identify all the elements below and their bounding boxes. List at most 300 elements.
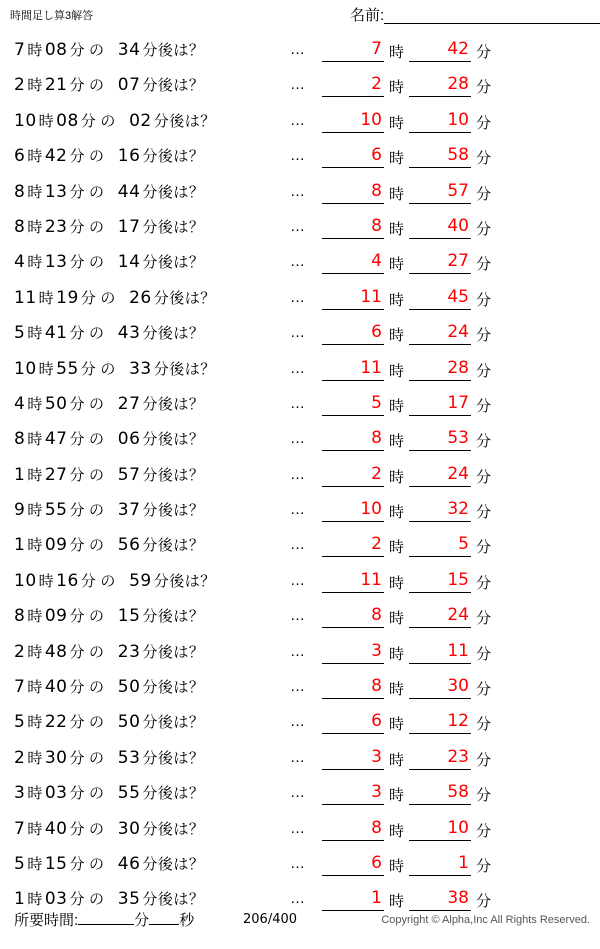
answer-minute-blank[interactable] bbox=[409, 817, 471, 841]
answer-hour-value: 3 bbox=[371, 782, 382, 803]
question-added-minutes: 50 bbox=[117, 677, 141, 698]
answer-hour-blank[interactable] bbox=[322, 640, 384, 664]
problem-row bbox=[0, 850, 600, 885]
problem-row bbox=[0, 107, 600, 142]
page-footer bbox=[0, 901, 600, 949]
answer-minute-unit-label: 分 bbox=[476, 79, 492, 97]
ellipsis-separator: … bbox=[290, 41, 305, 58]
answer-hour-blank[interactable] bbox=[322, 180, 384, 204]
answer-minute-unit-label: 分 bbox=[476, 433, 492, 451]
question-hour: 1 bbox=[14, 535, 26, 556]
answer-hour-value: 6 bbox=[371, 711, 382, 732]
question-hour: 2 bbox=[14, 641, 26, 662]
time-required-label: 所要時間: bbox=[14, 912, 79, 929]
answer-minute-value: 40 bbox=[447, 215, 469, 236]
hour-unit-label: 時 bbox=[27, 643, 43, 661]
answer-hour-blank[interactable] bbox=[322, 250, 384, 274]
question-added-minutes: 33 bbox=[129, 358, 152, 379]
question-minute: 48 bbox=[44, 641, 68, 662]
minute-unit-label: 分 bbox=[69, 749, 85, 767]
answer-minute-blank[interactable] bbox=[409, 215, 471, 239]
answer-hour-value: 2 bbox=[371, 463, 382, 484]
question-added-minutes: 57 bbox=[117, 464, 141, 485]
after-label: 分後は？ bbox=[153, 289, 216, 307]
answer-minute-unit-label: 分 bbox=[476, 44, 492, 61]
name-input-line[interactable] bbox=[384, 6, 600, 24]
of-label: の bbox=[89, 431, 105, 449]
question-added-minutes: 06 bbox=[117, 429, 141, 450]
of-label: の bbox=[100, 360, 116, 378]
question-hour: 8 bbox=[14, 606, 26, 627]
answer-hour-unit-label: 時 bbox=[389, 610, 405, 628]
answer-minute-value: 10 bbox=[447, 109, 469, 130]
answer-hour-unit-label: 時 bbox=[389, 362, 405, 380]
problem-row bbox=[0, 142, 600, 177]
hour-unit-label: 時 bbox=[27, 785, 43, 803]
answer-hour-blank[interactable] bbox=[322, 746, 384, 770]
hour-unit-label: 時 bbox=[38, 112, 55, 130]
problem-row bbox=[0, 602, 600, 637]
answer-minute-value: 53 bbox=[447, 428, 469, 449]
question-added-minutes: 56 bbox=[117, 535, 141, 556]
answer-hour-value: 3 bbox=[371, 746, 382, 767]
answer-minute-blank[interactable] bbox=[409, 710, 471, 734]
question-hour: 5 bbox=[14, 853, 26, 874]
hour-unit-label: 時 bbox=[27, 749, 43, 767]
question-minute: 55 bbox=[44, 500, 68, 521]
answer-minute-unit-label: 分 bbox=[476, 787, 492, 805]
hour-unit-label: 時 bbox=[38, 572, 55, 590]
time-minute-unit: 分 bbox=[134, 912, 150, 929]
problem-question bbox=[14, 853, 206, 874]
after-label: 分後は？ bbox=[142, 502, 205, 520]
question-added-minutes: 14 bbox=[117, 252, 141, 273]
answer-minute-value: 1 bbox=[458, 852, 469, 873]
of-label: の bbox=[89, 502, 105, 520]
problem-question bbox=[14, 287, 218, 308]
question-added-minutes: 55 bbox=[117, 783, 141, 804]
ellipsis-separator: … bbox=[290, 324, 305, 342]
ellipsis-separator: … bbox=[290, 253, 305, 271]
answer-hour-unit-label: 時 bbox=[389, 787, 405, 805]
answer-minute-blank[interactable] bbox=[409, 781, 471, 805]
question-minute: 03 bbox=[44, 783, 68, 804]
ellipsis-separator: … bbox=[290, 536, 305, 554]
question-hour: 6 bbox=[14, 146, 26, 167]
hour-unit-label: 時 bbox=[27, 395, 43, 413]
hour-unit-label: 時 bbox=[27, 714, 43, 732]
of-label: の bbox=[100, 572, 116, 590]
minute-unit-label: 分 bbox=[69, 395, 85, 413]
answer-hour-blank[interactable] bbox=[322, 533, 384, 557]
answer-hour-unit-label: 時 bbox=[389, 79, 405, 97]
question-minute: 13 bbox=[44, 252, 68, 273]
problem-question bbox=[14, 499, 206, 520]
answer-hour-blank[interactable] bbox=[322, 215, 384, 239]
answer-minute-unit-label: 分 bbox=[476, 185, 492, 203]
answer-hour-value: 6 bbox=[371, 145, 382, 166]
after-label: 分後は？ bbox=[142, 218, 205, 236]
of-label: の bbox=[89, 218, 105, 236]
answer-minute-unit-label: 分 bbox=[476, 893, 492, 911]
problem-question bbox=[14, 145, 206, 166]
question-minute: 41 bbox=[44, 323, 68, 344]
answer-minute-unit-label: 分 bbox=[476, 114, 492, 132]
answer-minute-blank[interactable] bbox=[409, 321, 471, 345]
of-label: の bbox=[89, 325, 105, 343]
problem-question bbox=[14, 216, 206, 237]
answer-hour-blank[interactable] bbox=[322, 321, 384, 345]
problem-row bbox=[0, 815, 600, 850]
after-label: 分後は？ bbox=[142, 254, 205, 272]
ellipsis-separator: … bbox=[290, 678, 305, 696]
answer-hour-unit-label: 時 bbox=[389, 291, 405, 309]
answer-minute-value: 45 bbox=[447, 286, 469, 307]
answer-hour-value: 11 bbox=[360, 286, 382, 307]
answer-hour-value: 11 bbox=[360, 569, 382, 590]
answer-minute-unit-label: 分 bbox=[476, 857, 492, 875]
page-header bbox=[0, 0, 600, 34]
answer-hour-blank[interactable] bbox=[322, 38, 384, 62]
problem-row bbox=[0, 708, 600, 743]
question-minute: 30 bbox=[44, 747, 68, 768]
answer-hour-unit-label: 時 bbox=[389, 716, 405, 734]
time-required-field bbox=[14, 909, 194, 930]
answer-hour-blank[interactable] bbox=[322, 144, 384, 168]
after-label: 分後は？ bbox=[142, 714, 205, 732]
answer-minute-blank[interactable] bbox=[409, 286, 471, 310]
question-minute: 16 bbox=[56, 570, 79, 591]
answer-hour-unit-label: 時 bbox=[389, 44, 405, 61]
problem-question bbox=[14, 110, 218, 131]
time-second-unit: 秒 bbox=[179, 912, 195, 929]
answer-hour-value: 8 bbox=[371, 428, 382, 449]
question-added-minutes: 27 bbox=[117, 393, 141, 414]
answer-hour-unit-label: 時 bbox=[389, 220, 405, 238]
answer-minute-unit-label: 分 bbox=[476, 220, 492, 238]
after-label: 分後は？ bbox=[142, 395, 205, 413]
problem-row bbox=[0, 531, 600, 566]
answer-minute-unit-label: 分 bbox=[476, 397, 492, 415]
minute-unit-label: 分 bbox=[69, 466, 85, 484]
question-hour: 5 bbox=[14, 323, 26, 344]
problem-row bbox=[0, 178, 600, 213]
question-minute: 08 bbox=[56, 110, 79, 131]
minute-unit-label: 分 bbox=[69, 254, 85, 272]
answer-minute-unit-label: 分 bbox=[476, 822, 492, 840]
answer-minute-value: 57 bbox=[447, 180, 469, 201]
answer-hour-unit-label: 時 bbox=[389, 645, 405, 663]
answer-hour-value: 7 bbox=[371, 39, 382, 59]
of-label: の bbox=[89, 643, 105, 661]
after-label: 分後は？ bbox=[153, 360, 216, 378]
answer-hour-value: 11 bbox=[360, 357, 382, 378]
name-field-area bbox=[350, 6, 600, 24]
question-minute: 19 bbox=[56, 287, 79, 308]
question-added-minutes: 44 bbox=[117, 181, 141, 202]
answer-hour-blank[interactable] bbox=[322, 498, 384, 522]
answer-minute-blank[interactable] bbox=[409, 463, 471, 487]
question-minute: 40 bbox=[44, 818, 68, 839]
ellipsis-separator: … bbox=[290, 76, 305, 94]
answer-hour-blank[interactable] bbox=[322, 427, 384, 451]
of-label: の bbox=[89, 42, 105, 59]
answer-hour-unit-label: 時 bbox=[389, 185, 405, 203]
hour-unit-label: 時 bbox=[27, 891, 43, 909]
answer-minute-unit-label: 分 bbox=[476, 681, 492, 699]
answer-hour-value: 10 bbox=[360, 109, 382, 130]
problem-question bbox=[14, 641, 206, 662]
question-hour: 10 bbox=[14, 358, 37, 379]
answer-minute-blank[interactable] bbox=[409, 569, 471, 593]
answer-hour-value: 8 bbox=[371, 676, 382, 697]
answer-hour-value: 2 bbox=[371, 74, 382, 95]
answer-minute-value: 42 bbox=[447, 39, 469, 59]
answer-hour-blank[interactable] bbox=[322, 73, 384, 97]
answer-minute-blank[interactable] bbox=[409, 144, 471, 168]
question-added-minutes: 16 bbox=[117, 146, 141, 167]
answer-minute-value: 27 bbox=[447, 251, 469, 272]
question-hour: 5 bbox=[14, 712, 26, 733]
minute-unit-label: 分 bbox=[69, 537, 85, 555]
answer-minute-value: 32 bbox=[447, 499, 469, 520]
problem-row bbox=[0, 425, 600, 460]
answer-minute-blank[interactable] bbox=[409, 852, 471, 876]
answer-minute-value: 5 bbox=[458, 534, 469, 555]
question-hour: 9 bbox=[14, 500, 26, 521]
question-minute: 42 bbox=[44, 146, 68, 167]
problem-row bbox=[0, 284, 600, 319]
hour-unit-label: 時 bbox=[27, 820, 43, 838]
ellipsis-separator: … bbox=[290, 111, 305, 129]
answer-minute-unit-label: 分 bbox=[476, 610, 492, 628]
ellipsis-separator: … bbox=[290, 642, 305, 660]
hour-unit-label: 時 bbox=[27, 537, 43, 555]
answer-hour-blank[interactable] bbox=[322, 392, 384, 416]
of-label: の bbox=[89, 785, 105, 803]
problem-question bbox=[14, 74, 206, 95]
question-hour: 4 bbox=[14, 252, 26, 273]
after-label: 分後は？ bbox=[142, 749, 205, 767]
of-label: の bbox=[89, 714, 105, 732]
ellipsis-separator: … bbox=[290, 182, 305, 200]
of-label: の bbox=[89, 820, 105, 838]
after-label: 分後は？ bbox=[142, 537, 205, 555]
problem-row bbox=[0, 779, 600, 814]
answer-hour-unit-label: 時 bbox=[389, 397, 405, 415]
answer-minute-value: 11 bbox=[447, 640, 469, 661]
answer-hour-blank[interactable] bbox=[322, 817, 384, 841]
ellipsis-separator: … bbox=[290, 465, 305, 483]
answer-hour-unit-label: 時 bbox=[389, 468, 405, 486]
of-label: の bbox=[89, 749, 105, 767]
minute-unit-label: 分 bbox=[69, 218, 85, 236]
answer-hour-blank[interactable] bbox=[322, 710, 384, 734]
after-label: 分後は？ bbox=[142, 820, 205, 838]
answer-minute-unit-label: 分 bbox=[476, 716, 492, 734]
question-added-minutes: 53 bbox=[117, 747, 141, 768]
question-added-minutes: 50 bbox=[117, 712, 141, 733]
after-label: 分後は？ bbox=[142, 643, 205, 661]
answer-hour-blank[interactable] bbox=[322, 604, 384, 628]
name-label: 名前: bbox=[350, 7, 385, 24]
question-hour: 8 bbox=[14, 429, 26, 450]
question-hour: 10 bbox=[14, 110, 37, 131]
answer-hour-blank[interactable] bbox=[322, 852, 384, 876]
after-label: 分後は？ bbox=[142, 431, 205, 449]
after-label: 分後は？ bbox=[142, 608, 205, 626]
question-added-minutes: 23 bbox=[117, 641, 141, 662]
answer-hour-blank[interactable] bbox=[322, 781, 384, 805]
problem-list bbox=[0, 36, 600, 921]
question-minute: 09 bbox=[44, 535, 68, 556]
problem-row bbox=[0, 71, 600, 106]
minute-unit-label: 分 bbox=[69, 183, 85, 201]
answer-minute-blank[interactable] bbox=[409, 392, 471, 416]
question-added-minutes: 15 bbox=[117, 606, 141, 627]
minute-unit-label: 分 bbox=[69, 42, 85, 59]
time-minutes-blank[interactable] bbox=[78, 924, 134, 925]
answer-minute-value: 24 bbox=[447, 605, 469, 626]
problem-question bbox=[14, 676, 206, 697]
answer-minute-blank[interactable] bbox=[409, 73, 471, 97]
question-hour: 4 bbox=[14, 393, 26, 414]
minute-unit-label: 分 bbox=[80, 572, 97, 590]
answer-minute-blank[interactable] bbox=[409, 38, 471, 62]
answer-hour-blank[interactable] bbox=[322, 109, 384, 133]
question-added-minutes: 30 bbox=[117, 818, 141, 839]
ellipsis-separator: … bbox=[290, 147, 305, 165]
time-seconds-blank[interactable] bbox=[149, 924, 179, 925]
question-added-minutes: 37 bbox=[117, 500, 141, 521]
answer-minute-blank[interactable] bbox=[409, 250, 471, 274]
ellipsis-separator: … bbox=[290, 501, 305, 519]
minute-unit-label: 分 bbox=[69, 679, 85, 697]
problem-question bbox=[14, 605, 206, 626]
answer-minute-value: 15 bbox=[447, 569, 469, 590]
answer-minute-value: 30 bbox=[447, 676, 469, 697]
after-label: 分後は？ bbox=[142, 679, 205, 697]
question-added-minutes: 46 bbox=[117, 853, 141, 874]
answer-minute-value: 17 bbox=[447, 392, 469, 413]
question-minute: 03 bbox=[44, 889, 68, 910]
answer-hour-value: 8 bbox=[371, 180, 382, 201]
question-minute: 21 bbox=[44, 75, 68, 96]
answer-hour-unit-label: 時 bbox=[389, 327, 405, 345]
answer-minute-unit-label: 分 bbox=[476, 504, 492, 522]
answer-hour-unit-label: 時 bbox=[389, 857, 405, 875]
answer-hour-blank[interactable] bbox=[322, 569, 384, 593]
minute-unit-label: 分 bbox=[80, 112, 97, 130]
question-minute: 40 bbox=[44, 677, 68, 698]
answer-minute-blank[interactable] bbox=[409, 640, 471, 664]
question-minute: 47 bbox=[44, 429, 68, 450]
answer-hour-unit-label: 時 bbox=[389, 893, 405, 911]
question-minute: 08 bbox=[44, 40, 68, 60]
ellipsis-separator: … bbox=[290, 571, 305, 589]
problem-question bbox=[14, 181, 206, 202]
question-minute: 13 bbox=[44, 181, 68, 202]
problem-question bbox=[14, 711, 206, 732]
problem-question bbox=[14, 322, 206, 343]
ellipsis-separator: … bbox=[290, 288, 305, 306]
question-hour: 7 bbox=[14, 677, 26, 698]
page-count: 206/400 bbox=[243, 912, 298, 927]
answer-minute-blank[interactable] bbox=[409, 533, 471, 557]
answer-minute-blank[interactable] bbox=[409, 604, 471, 628]
answer-minute-blank[interactable] bbox=[409, 109, 471, 133]
problem-question bbox=[14, 782, 206, 803]
after-label: 分後は？ bbox=[142, 855, 205, 873]
answer-minute-blank[interactable] bbox=[409, 746, 471, 770]
answer-minute-value: 24 bbox=[447, 322, 469, 343]
answer-minute-blank[interactable] bbox=[409, 498, 471, 522]
problem-question bbox=[14, 358, 218, 379]
answer-minute-unit-label: 分 bbox=[476, 150, 492, 168]
question-hour: 1 bbox=[14, 889, 26, 910]
answer-minute-blank[interactable] bbox=[409, 180, 471, 204]
question-added-minutes: 02 bbox=[129, 110, 152, 131]
of-label: の bbox=[89, 537, 105, 555]
hour-unit-label: 時 bbox=[27, 77, 43, 95]
of-label: の bbox=[89, 77, 105, 95]
question-added-minutes: 07 bbox=[117, 75, 141, 96]
after-label: 分後は？ bbox=[142, 325, 205, 343]
problem-row bbox=[0, 36, 600, 71]
answer-hour-blank[interactable] bbox=[322, 463, 384, 487]
minute-unit-label: 分 bbox=[69, 431, 85, 449]
answer-minute-unit-label: 分 bbox=[476, 751, 492, 769]
answer-hour-value: 5 bbox=[371, 392, 382, 413]
problem-question bbox=[14, 464, 206, 485]
answer-hour-blank[interactable] bbox=[322, 357, 384, 381]
answer-minute-value: 12 bbox=[447, 711, 469, 732]
minute-unit-label: 分 bbox=[69, 77, 85, 95]
answer-hour-unit-label: 時 bbox=[389, 681, 405, 699]
of-label: の bbox=[89, 466, 105, 484]
ellipsis-separator: … bbox=[290, 890, 305, 908]
hour-unit-label: 時 bbox=[27, 254, 43, 272]
page-title: 時間足し算3解答 bbox=[10, 10, 94, 22]
hour-unit-label: 時 bbox=[27, 679, 43, 697]
answer-minute-blank[interactable] bbox=[409, 675, 471, 699]
answer-hour-value: 10 bbox=[360, 499, 382, 520]
after-label: 分後は？ bbox=[142, 891, 205, 909]
ellipsis-separator: … bbox=[290, 394, 305, 412]
copyright-notice: Copyright © Alpha,Inc All Rights Reserved. bbox=[381, 914, 590, 926]
answer-minute-blank[interactable] bbox=[409, 357, 471, 381]
answer-minute-blank[interactable] bbox=[409, 427, 471, 451]
answer-hour-blank[interactable] bbox=[322, 675, 384, 699]
question-hour: 7 bbox=[14, 818, 26, 839]
hour-unit-label: 時 bbox=[27, 325, 43, 343]
ellipsis-separator: … bbox=[290, 854, 305, 872]
question-added-minutes: 43 bbox=[117, 323, 141, 344]
problem-question bbox=[14, 570, 218, 591]
answer-minute-unit-label: 分 bbox=[476, 539, 492, 557]
of-label: の bbox=[89, 254, 105, 272]
minute-unit-label: 分 bbox=[69, 891, 85, 909]
after-label: 分後は？ bbox=[142, 148, 205, 166]
question-minute: 23 bbox=[44, 216, 68, 237]
answer-hour-blank[interactable] bbox=[322, 286, 384, 310]
answer-minute-unit-label: 分 bbox=[476, 645, 492, 663]
problem-question bbox=[14, 428, 206, 449]
answer-minute-unit-label: 分 bbox=[476, 256, 492, 274]
answer-minute-value: 28 bbox=[447, 74, 469, 95]
after-label: 分後は？ bbox=[153, 572, 216, 590]
ellipsis-separator: … bbox=[290, 713, 305, 731]
